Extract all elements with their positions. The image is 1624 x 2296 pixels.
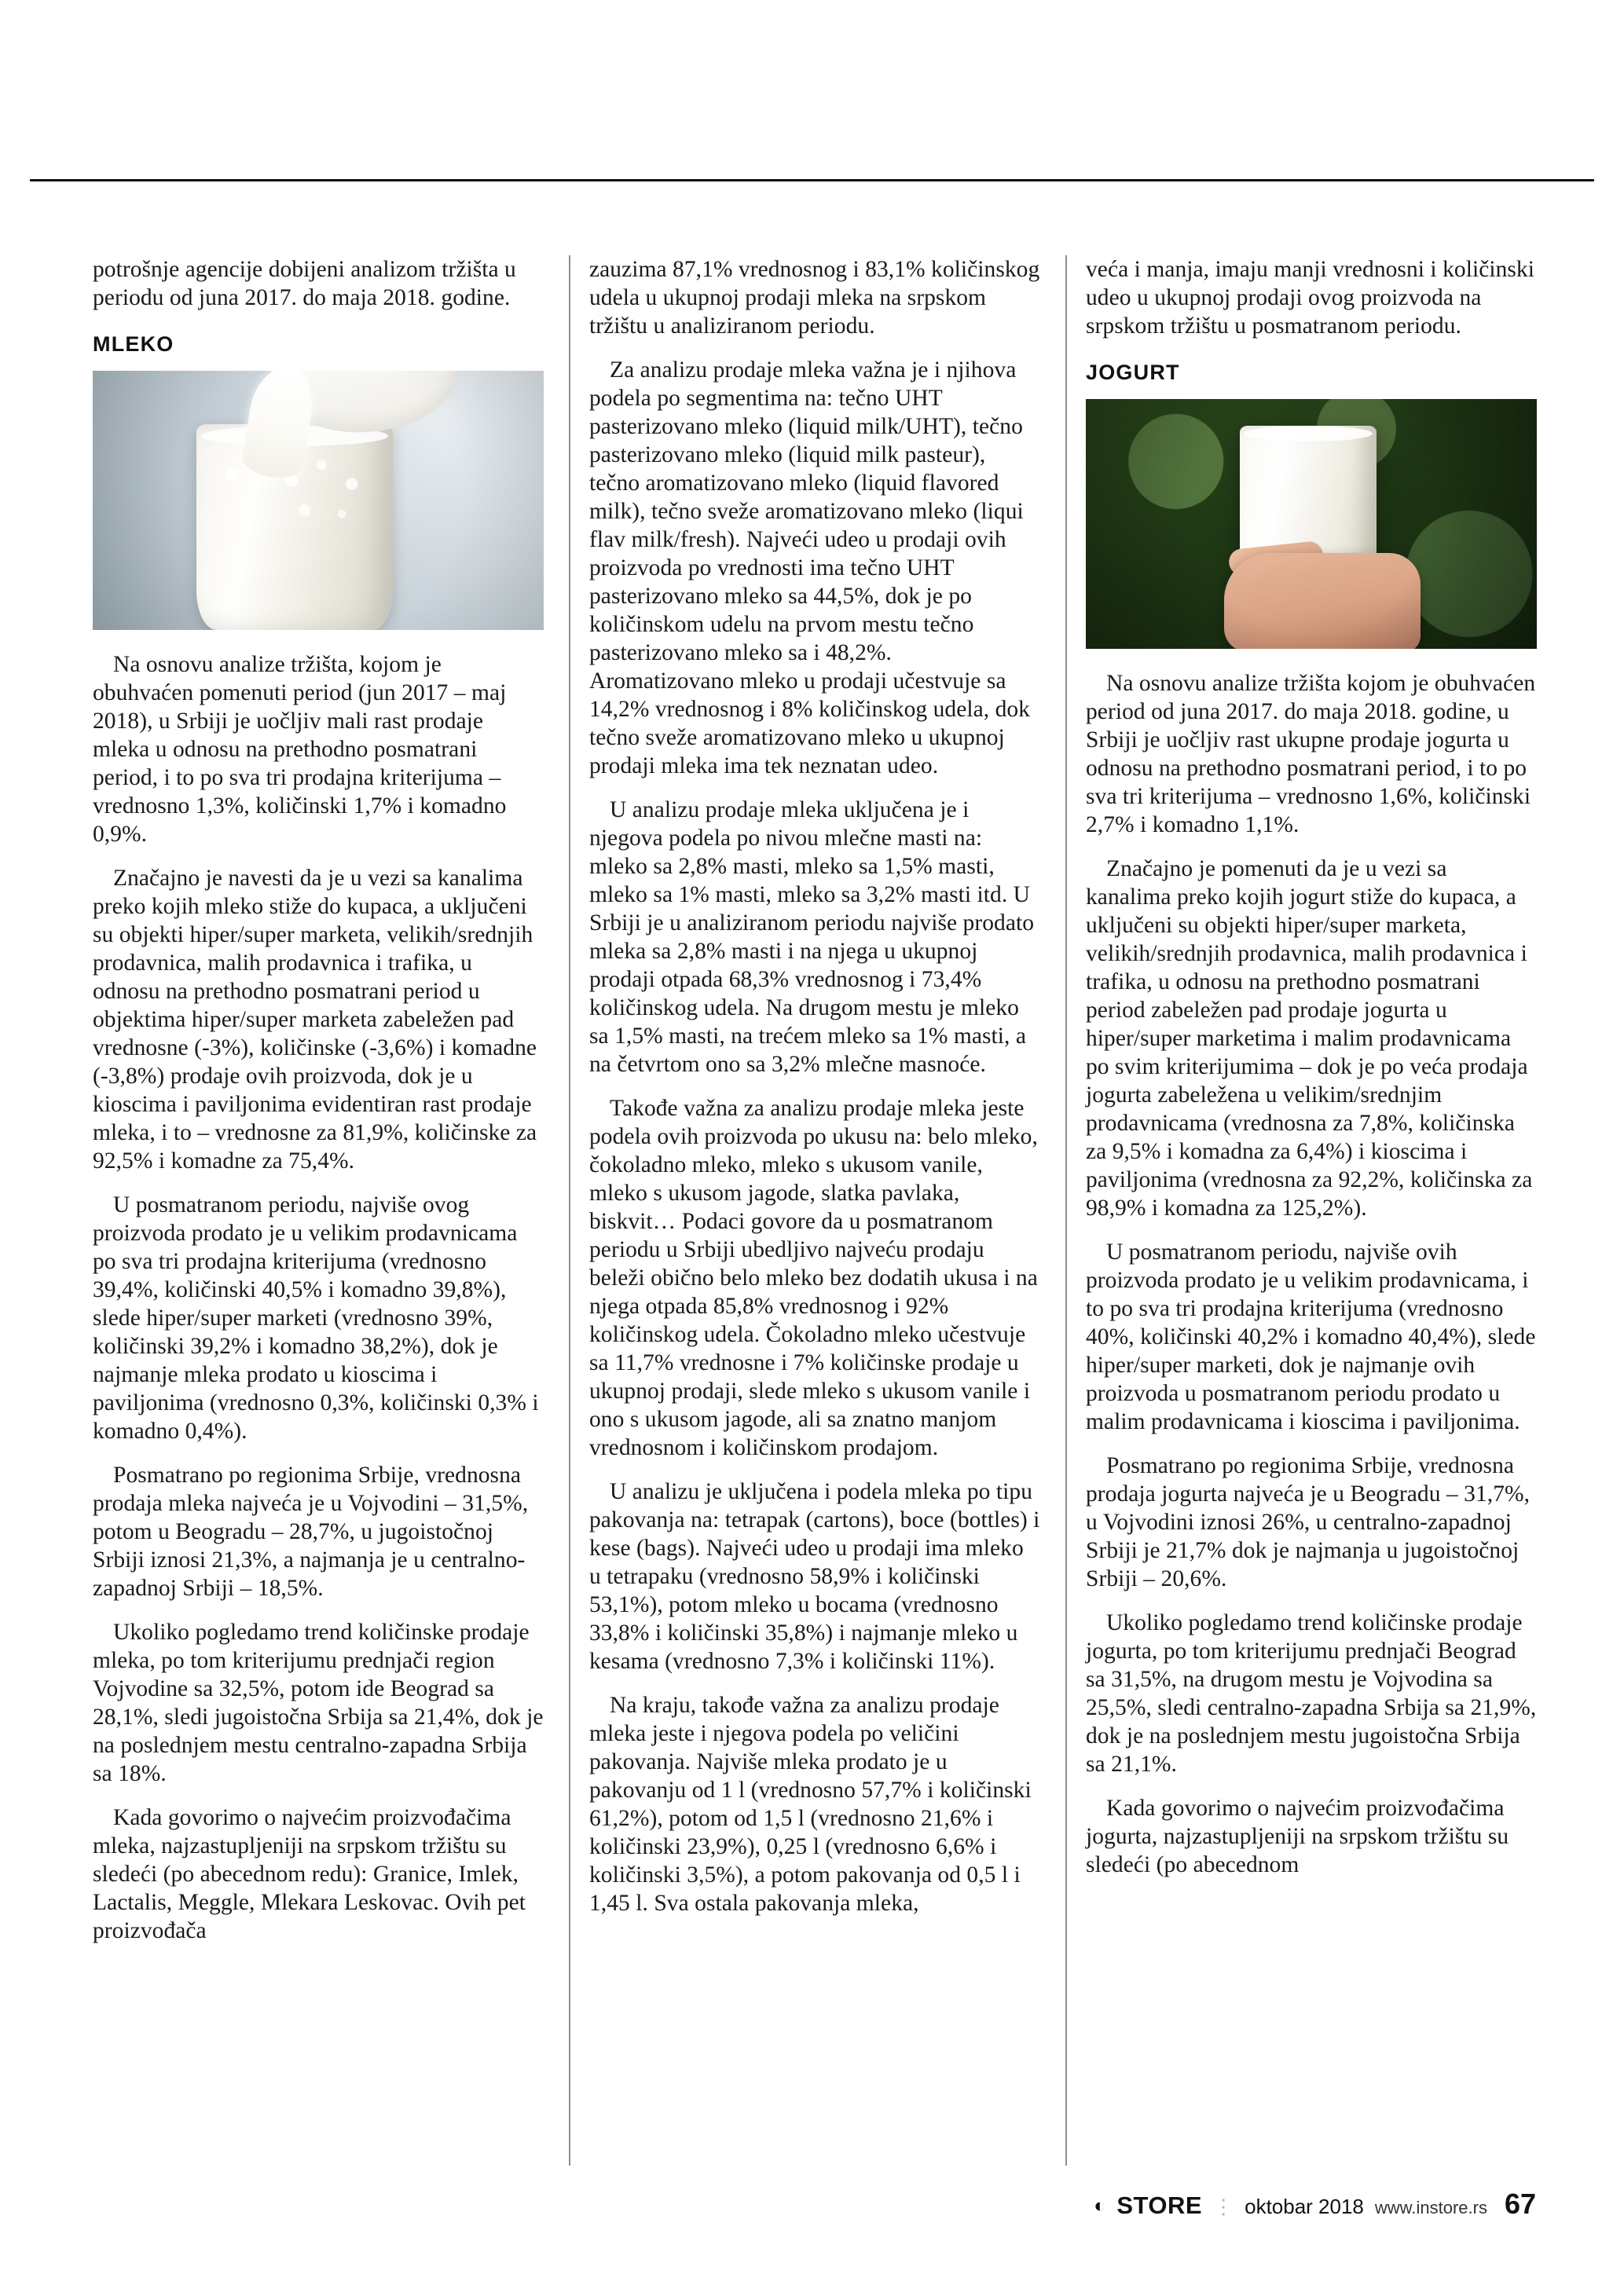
paragraph: Posmatrano po regionima Srbije, vrednosna prodaja mleka najveća je u Vojvodini – 31,5%, potom u Beogradu – 28,7%, u jugoistočnoj Srbiji iznosi 21,3%, a najmanja je u centralno-zapadnoj Srbiji – 18,5%.	[93, 1463, 529, 1601]
website-url[interactable]: www.instore.rs	[1374, 2198, 1487, 2217]
paragraph: Posmatrano po regionima Srbije, vrednosna prodaja jogurta najveća je u Beogradu – 31,7%, u Vojvodini iznosi 26%, u centralno-zapadnoj Srbiji je 21,7% dok je najmanja u jugoistočnoj Srbiji – 20,6%.	[1086, 1453, 1531, 1591]
paragraph: U analizu prodaje mleka uključena je i njegova podela po nivou mlečne masti na: mleko sa 2,8% masti, mleko sa 1,5% masti, mleko sa 1% masti, mleko sa 3,2% masti itd. U Srbiji je u analiziranom periodu najviše prodato mleka sa 2,8% masti i na njega u ukupnoj prodaji otpada 68,3% vrednosnog i 73,4% količinskog udela. Na drugom mestu je mleko sa 1,5% masti, na trećem mleko sa 1% masti, a na četvrtom ono sa 3,2% mlečne masnoće.	[589, 797, 1035, 1077]
column-left	[93, 255, 544, 2164]
paragraph: Na kraju, takođe važna za analizu prodaje mleka jeste i njegova podela po veličini pakovanja. Najviše mleka prodato je u pakovanju od 1 l (vrednosno 57,7% i količinski 61,2%), potom od 1,5 l (vrednosno 21,6% i količinski 23,9%), 0,25 l (vrednosno 6,6% i količinski 3,5%), a potom pakovanja od 0,5 l i 1,45 l. Sva ostala pakovanja mleka,	[589, 1693, 1032, 1916]
paragraph: Na osnovu analize tržišta, kojom je obuhvaćen pomenuti period (jun 2017 – maj 2018), u Srbiji je uočljiv mali rast prodaje mleka u odnosu na prethodno posmatrani period, i to po sva tri prodajna kriterijuma – vrednosno 1,3%, količinski 1,7% i komadno 0,9%.	[93, 652, 507, 847]
yogurt-photo	[1086, 399, 1537, 649]
page-number: 67	[1504, 2188, 1536, 2220]
page-footer	[93, 2189, 1536, 2221]
paragraph: Ukoliko pogledamo trend količinske prodaje jogurta, po tom kriterijumu prednjači Beograd sa 31,5%, na drugom mestu je Vojvodina sa 25,5%, sledi centralno-zapadna Srbija sa 21,9%, dok je na poslednjem mestu jugoistočna Srbija sa 21,1%.	[1086, 1610, 1537, 1777]
footer-content	[1094, 2188, 1536, 2221]
paragraph: zauzima 87,1% vrednosnog i 83,1% količinskog udela u ukupnoj prodaji mleka na srpskom tržištu u analiziranom periodu.	[589, 257, 1040, 339]
top-horizontal-rule	[30, 179, 1594, 181]
milk-photo	[93, 371, 544, 630]
paragraph: Značajno je pomenuti da je u vezi sa kanalima preko kojih jogurt stiže do kupaca, a uključeni su objekti hiper/super marketa, velikih/srednjih prodavnica, malih prodavnica i trafika, u odnosu na prethodno posmatrani period zabeležen pad prodaje jogurta u hiper/super marketima i malim prodavnicama po svim kriterijumima – dok je po veća prodaja jogurta zabeležena u velikim/srednjim prodavnicama (vrednosna za 7,8%, količinska za 9,5% i komadna za 6,4%) i kioscima i paviljonima (vrednosna za 92,2%, količinska za 98,9% i komadna za 125,2%).	[1086, 856, 1533, 1221]
paragraph: Za analizu prodaje mleka važna je i njihova podela po segmentima na: tečno UHT pasterizovano mleko (liquid milk/UHT), tečno pasterizovano mleko (liquid milk pasteur), tečno aromatizovano mleko (liquid flavored milk), tečno sveže aromatizovano mleko (liqui flav milk/fresh). Najveći udeo u prodaji ovih proizvoda po vrednosti ima tečno UHT pasterizovano mleko sa 44,5%, dok je po količinskom udelu na prvom mestu tečno pasterizovano mleko sa i 48,2%. Aromatizovano mleko u prodaji učestvuje sa 14,2% vrednosnog i 8% količinskog udela, dok tečno sveže aromatizovano mleko u ukupnoj prodaji mleka ima tek neznatan udeo.	[589, 357, 1030, 778]
brand-name: STORE	[1116, 2192, 1203, 2219]
paragraph: Kada govorimo o najvećim proizvođačima mleka, najzastupljeniji na srpskom tržištu su sledeći (po abecednom redu): Granice, Imlek, Lactalis, Meggle, Mlekara Leskovac. Ovih pet proizvođača	[93, 1805, 526, 1943]
paragraph: Na osnovu analize tržišta kojom je obuhvaćen period od juna 2017. do maja 2018. godine, u Srbiji je uočljiv rast ukupne prodaje jogurta u odnosu na prethodno posmatrani period, i to po sva tri kriterijuma – vrednosno 1,6%, količinski 2,7% i komadno 1,1%.	[1086, 671, 1536, 837]
column-middle	[589, 255, 1040, 2164]
instore-logo-icon: ◐	[1094, 2195, 1106, 2217]
yogurt-photo-vignette	[1086, 399, 1537, 649]
section-heading-mleko: MLEKO	[93, 332, 174, 356]
issue-date: oktobar 2018	[1245, 2195, 1364, 2218]
article-columns	[93, 255, 1537, 2164]
paragraph: Ukoliko pogledamo trend količinske prodaje mleka, po tom kriterijumu prednjači region Vojvodine sa 32,5%, potom ide Beograd sa 28,1%, sledi jugoistočna Srbija sa 21,4%, dok je na poslednjem mestu centralno-zapadna Srbija sa 18%.	[93, 1620, 544, 1786]
section-heading-jogurt: JOGURT	[1086, 361, 1180, 384]
paragraph: potrošnje agencije dobijeni analizom tržišta u periodu od juna 2017. do maja 2018. godine.	[93, 257, 516, 310]
paragraph: Kada govorimo o najvećim proizvođačima jogurta, najzastupljeniji na srpskom tržištu su sledeći (po abecednom	[1086, 1796, 1509, 1877]
paragraph: U posmatranom periodu, najviše ovih proizvoda prodato je u velikim prodavnicama, i to po sva tri prodajna kriterijuma (vrednosno 40%, količinski 40,2% i komadno 40,4%), slede hiper/super marketi, dok je najmanje ovih proizvoda u posmatranom periodu prodato u malim prodavnicama i kioscima i paviljonima.	[1086, 1240, 1536, 1434]
milk-photo-vignette	[93, 371, 544, 630]
paragraph: Značajno je navesti da je u vezi sa kanalima preko kojih mleko stiže do kupaca, a uključeni su objekti hiper/super marketa, velikih/srednjih prodavnica, malih prodavnica i trafika, u odnosu na prethodno posmatrani period u objektima hiper/super marketa zabeležen pad vrednosne (-3%), količinske (-3,6%) i komadne (-3,8%) prodaje ovih proizvoda, dok je u kioscima i paviljonima evidentiran rast prodaje mleka, i to – vrednosne za 81,9%, količinske za 92,5% i komadne za 75,4%.	[93, 866, 537, 1174]
paragraph: U posmatranom periodu, najviše ovog proizvoda prodato je u velikim prodavnicama po sva tri prodajna kriterijuma (vrednosno 39,4%, količinski 40,5% i komadno 39,8%), slede hiper/super marketi (vrednosno 39%, količinski 39,2% i komadno 38,2%), dok je najmanje mleka prodato u kioscima i paviljonima (vrednosno 0,3%, količinski 0,3% i komadno 0,4%).	[93, 1192, 539, 1444]
paragraph: U analizu je uključena i podela mleka po tipu pakovanja na: tetrapak (cartons), boce (bottles) i kese (bags). Najveći udeo u prodaji ima mleko u tetrapaku (vrednosno 58,9% i količinski 53,1%), potom mleko u bocama (vrednosno 33,8% i količinski 35,8%) i najmanje mleko u kesama (vrednosno 7,3% i količinski 11%).	[589, 1479, 1040, 1674]
footer-separator: ⋮	[1213, 2195, 1234, 2218]
column-right	[1086, 255, 1537, 2164]
paragraph: Takođe važna za analizu prodaje mleka jeste podela ovih proizvoda po ukusu na: belo mleko, čokoladno mleko, mleko s ukusom vanile, mleko s ukusom jagode, slatka pavlaka, biskvit… Podaci govore da u posmatranom periodu u Srbiji ubedljivo najveću prodaju beleži obično belo mleko bez dodatih ukusa i na njega otpada 85,8% vrednosnog i 92% količinskog udela. Čokoladno mleko učestvuje sa 11,7% vrednosne i 7% količinske prodaje u ukupnoj prodaji, slede mleko s ukusom vanile i ono s ukusom jagode, ali sa znatno manjom vrednosnom i količinskom prodajom.	[589, 1096, 1038, 1460]
paragraph: veća i manja, imaju manji vrednosni i količinski udeo u ukupnoj prodaji ovog proizvoda na srpskom tržištu u posmatranom periodu.	[1086, 257, 1534, 339]
